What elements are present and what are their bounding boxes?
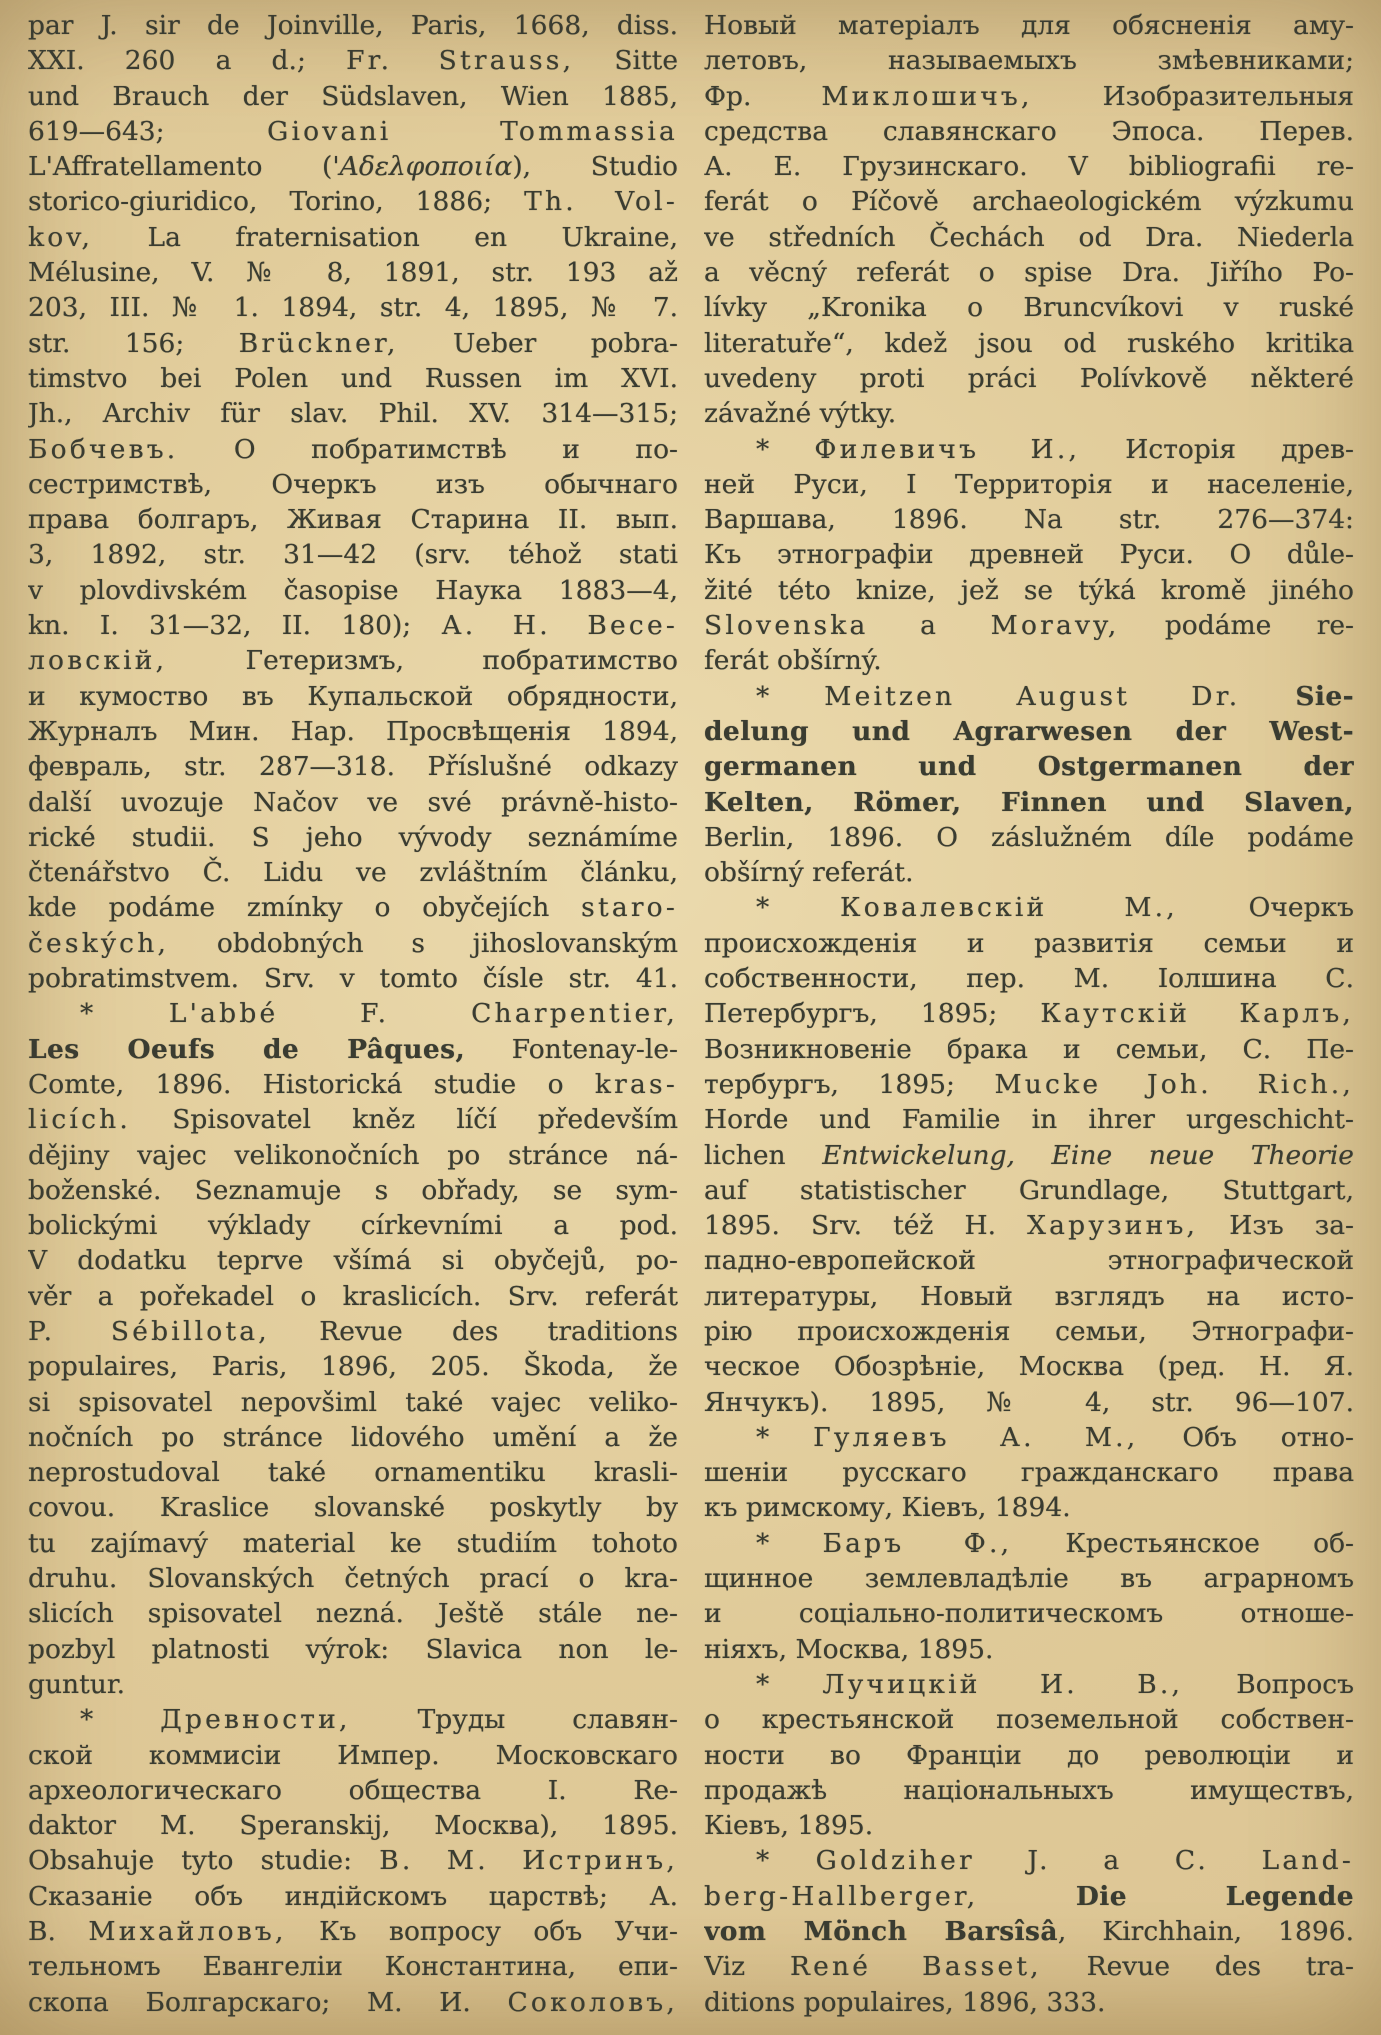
text-line [704,1702,1354,1737]
body-text: auf statistischer Grundlage, Stuttgart, [704,1174,1354,1206]
text-line [28,1632,678,1667]
letterspaced-name: Goldziher J. a C. Land- [815,1845,1354,1877]
text-line [28,749,678,784]
bold-title-text: germanen und Ostgermanen der [704,751,1354,783]
bold-title-text: vom Mönch Barsîsâ [704,1916,1058,1948]
body-text: Viz [704,1951,790,1983]
body-text: neprostudoval také ornamentiku krasli- [28,1457,678,1489]
body-text: pozbyl platnosti výrok: Slavica non le- [28,1633,678,1665]
text-line [704,608,1354,643]
body-text: * [756,1527,823,1559]
text-line [704,1985,1354,2020]
text-line [28,608,678,643]
text-line [28,573,678,608]
body-text: kde podáme zmínky o obyčejích [28,892,582,924]
text-line [28,1949,678,1984]
text-line [28,220,678,255]
text-line [28,1808,678,1843]
body-text: bolickými výklady církevními a pod. [28,1210,678,1242]
body-text: Петербургъ, 1895; [704,998,1041,1030]
text-line [704,502,1354,537]
text-line [704,43,1354,78]
letterspaced-name: Ковалевскій М., [840,892,1178,924]
letterspaced-name: Mucke Joh. Rich., [994,1068,1354,1100]
body-text: par J. sir de Joinville, Paris, 1668, diss. [28,10,678,41]
letterspaced-name: Харузинъ, [1027,1210,1199,1242]
body-text: a věcný referát o spise Dra. Jiřího Po- [704,257,1354,289]
text-line [704,255,1354,290]
body-text: шеніи русскаго гражданскаго права [704,1457,1354,1489]
text-line [704,961,1354,996]
text-line [28,43,678,78]
text-line [28,996,678,1031]
body-text: Sitte [574,45,678,77]
body-text [1240,681,1295,712]
body-text: Новый матеріалъ для обясненія аму- [704,10,1354,41]
body-text: žité této knize, jež se týká kromě jiného [704,574,1354,606]
text-line [28,1208,678,1243]
body-text: падно-европейской этнографической [704,1245,1354,1277]
body-text: Изобразительныя [1032,80,1354,112]
letterspaced-name: kras- [594,1068,678,1100]
body-text: v plovdivském časopise Наука 1883—4, [28,574,678,606]
body-text: * [80,1704,161,1736]
body-text: La fraternisation en Ukraine, [93,221,678,253]
body-text: L'Affratellamento ( [28,151,333,183]
body-text: рію происхожденія семьи, Этнографи- [704,1315,1354,1347]
text-line [28,855,678,890]
text-line [704,714,1354,749]
body-text: und Brauch der Südslaven, Wien 1885, [28,80,678,112]
text-line [704,1596,1354,1631]
bold-title-text: Kelten, Römer, Finnen und Slaven, [704,786,1354,818]
body-text: ніяхъ, Москва, 1895. [704,1633,994,1665]
text-line [704,643,1354,678]
bold-title-text: Sie- [1295,680,1354,712]
body-text: boženské. Seznamuje s obřady, se sym- [28,1174,678,1206]
text-line [704,1138,1354,1173]
text-line [28,1102,678,1137]
body-text: uvedeny proti práci Polívkově některé [704,362,1354,394]
body-text: скопа Болгарскаго; М. И. [28,1986,508,2018]
text-line [704,1173,1354,1208]
body-text: о крестьянской поземельной собствен- [704,1704,1354,1736]
body-text: Фр. [704,80,822,112]
text-line [704,1067,1354,1102]
body-text: и кумоство въ Купальской обрядности, [28,680,678,712]
text-line [704,1738,1354,1773]
text-line [704,749,1354,784]
text-line [28,1985,678,2020]
text-line [704,1208,1354,1243]
body-text: ferát o Píčově archaeologickém výzkumu [704,186,1354,218]
letterspaced-name: Slovenska a Moravy, [704,610,1120,642]
text-line [28,1420,678,1455]
text-line [704,1773,1354,1808]
left-column [28,8,678,2020]
text-line [28,1843,678,1878]
letterspaced-name: berg-Hallberger, [704,1880,979,1912]
body-text: dějiny vajec velikonočních po stránce ná- [28,1139,678,1171]
body-text: 619—643; [28,115,268,147]
body-text: storico-giuridico, Torino, 1886; [28,186,525,218]
letterspaced-name: В. М. Истринъ, [379,1845,678,1877]
body-text: Ueber pobra- [398,327,678,359]
body-text: slicích spisovatel nezná. Ještě stále ne- [28,1598,678,1630]
body-text: str. 156; [28,327,239,359]
body-text: Mélusine, V. № 8, 1891, str. 193 až [28,257,678,289]
body-text: Revue des tra- [1041,1951,1354,1983]
body-text: средства славянскаго Эпоса. Перев. [704,115,1354,147]
letterspaced-name: А. Н. Весе- [441,610,678,642]
text-line [28,1667,678,1702]
text-line [28,1349,678,1384]
text-line [28,1385,678,1420]
body-text: А. Е. Грузинскаго. V bibliografii re- [704,151,1354,183]
body-text: ditions populaires, 1896, 333. [704,1986,1106,2018]
text-line [704,1561,1354,1596]
letterspaced-name: Каутскій Карлъ, [1040,998,1354,1030]
body-text: В. [28,1916,89,1948]
text-line [28,290,678,325]
text-line [704,1455,1354,1490]
text-line [704,1490,1354,1525]
text-line [704,926,1354,961]
body-text: О побратимствѣ и по- [178,433,678,465]
text-line [704,890,1354,925]
text-line [28,1879,678,1914]
text-line [28,1279,678,1314]
body-text: тельномъ Евангеліи Константина, епи- [28,1951,678,1983]
text-line [28,537,678,572]
text-line [704,326,1354,361]
text-line [28,1702,678,1737]
body-text: timstvo bei Polen und Russen im XVI. [28,362,678,394]
text-line [28,79,678,114]
body-text: Сказаніе объ индійскомъ царствѣ; А. [28,1880,678,1912]
body-text: rické studii. S jeho vývody seznámíme [28,821,678,853]
text-line [704,1914,1354,1949]
letterspaced-name: Лучицкій И. В., [822,1668,1184,1700]
text-line [28,890,678,925]
body-text: , Kirchhain, 1896. [1057,1916,1354,1948]
body-text: Horde und Familie in ihrer urgeschicht- [704,1104,1354,1136]
body-text: Entwickelung, Eine neue Theorie [822,1139,1354,1171]
letterspaced-name: Гуляевъ А. М., [813,1421,1139,1453]
bold-title-text: Die Legende [1075,1880,1354,1912]
text-line [704,114,1354,149]
text-line [704,290,1354,325]
letterspaced-name: Meitzen August Dr. [824,680,1241,712]
right-column [704,8,1354,2020]
text-line [28,1173,678,1208]
body-text: и соціально-политическомъ отноше- [704,1598,1354,1630]
text-line [704,855,1354,890]
body-text: Журналъ Мин. Нар. Просвѣщенія 1894, [28,715,678,747]
body-text: populaires, Paris, 1896, 205. Škoda, že [28,1351,678,1383]
body-text: druhu. Slovanských četných prací o kra- [28,1563,678,1595]
letterspaced-name: Баръ Ф., [822,1527,1013,1559]
text-line [28,467,678,502]
body-text: * [756,1668,823,1700]
body-text: * [756,680,825,712]
body-text: věr a pořekadel o kraslicích. Srv. referát [28,1280,678,1312]
text-line [704,1102,1354,1137]
body-text: собственности, пер. М. Іолшина С. [704,963,1354,995]
body-text: 3, 1892, str. 31—42 (srv. téhož stati [28,539,678,571]
text-line [704,1667,1354,1702]
text-line [28,1914,678,1949]
text-line [28,1032,678,1067]
text-line [28,1561,678,1596]
text-line [28,432,678,467]
body-text: ской коммисіи Импер. Московскаго [28,1739,678,1771]
body-text: Очеркъ [1177,892,1354,924]
body-text [978,1881,1075,1912]
body-text: Возникновеніе брака и семьи, С. Пе- [704,1033,1354,1065]
letterspaced-name: Миклошичъ, [821,80,1033,112]
body-text: si spisovatel nepovšiml také vajec veliko- [28,1386,678,1418]
body-text: závažné výtky. [704,398,897,430]
body-text: тербургъ, 1895; [704,1068,995,1100]
letterspaced-name: Филевичъ И., [814,433,1081,465]
bold-title-text: delung und Agrarwesen der West- [704,715,1354,747]
text-line [28,1773,678,1808]
body-text: щинное землевладѣліе въ аграрномъ [704,1563,1354,1595]
body-text: Berlin, 1896. O záslužném díle podáme [704,821,1354,853]
text-line [704,1279,1354,1314]
text-line [28,820,678,855]
body-text: Вопросъ [1183,1668,1354,1700]
text-line [704,1349,1354,1384]
body-text: literatuře“, kdež jsou od ruského kritika [704,327,1354,359]
body-text: 1895. Srv. též Н. [704,1210,1028,1242]
body-text: къ римскому, Кіевъ, 1894. [704,1492,1071,1524]
text-line [704,184,1354,219]
text-line [28,114,678,149]
body-text: lichen [704,1139,823,1171]
body-text: Spisovatel kněz líčí především [131,1104,678,1136]
letterspaced-name: staro- [581,892,678,924]
body-text: права болгаръ, Живая Старина II. вып. [28,504,678,536]
letterspaced-name: českých, [28,927,170,959]
text-line [704,1632,1354,1667]
text-columns [28,8,1381,2020]
body-text: tu zajímavý material ke studiím tohoto [28,1527,678,1559]
body-text: Jh., Archiv für slav. Phil. XV. 314—315; [28,398,678,430]
letterspaced-name: Th. Vol- [524,186,678,218]
letterspaced-name: Brückner, [238,327,399,359]
body-text: 'Αδελφοποιία [332,151,513,183]
body-text: ческое Обозрѣніе, Москва (ред. Н. Я. [704,1351,1354,1383]
body-text: * [756,1421,814,1453]
text-line [28,961,678,996]
body-text: guntur. [28,1668,125,1700]
body-text: 203, III. № 1. 1894, str. 4, 1895, № 7. [28,292,678,324]
text-line [704,1879,1354,1914]
body-text: Revue des traditions [269,1315,678,1347]
text-line [704,1526,1354,1561]
text-line [704,149,1354,184]
text-line [28,1738,678,1773]
text-line [704,573,1354,608]
body-text: ней Руси, I Территорія и населеніе, [704,468,1354,500]
body-text: pobratimstvem. Srv. v tomto čísle str. 41. [28,963,678,995]
text-line [704,1420,1354,1455]
text-line [28,785,678,820]
body-text: археологическаго общества I. Re- [28,1774,678,1806]
body-text: * [756,433,815,465]
body-text: сестримствѣ, Очеркъ изъ обычнаго [28,468,678,500]
body-text: Къ этнографіи древней Руси. O důle- [704,539,1354,571]
text-line [704,1314,1354,1349]
text-line [704,996,1354,1031]
body-text: podáme re- [1119,610,1354,642]
text-line [28,149,678,184]
text-line [704,537,1354,572]
text-line [28,714,678,749]
body-text: ferát obšírný. [704,645,882,677]
body-text: další uvozuje Načov ve své právně-histo- [28,786,678,818]
text-line [28,1596,678,1631]
text-line [704,361,1354,396]
text-line [28,184,678,219]
body-text: Кіевъ, 1895. [704,1810,874,1842]
letterspaced-name: René Basset, [789,1951,1042,1983]
body-text: daktor M. Speranskij, Москва), 1895. [28,1810,678,1842]
text-line [28,326,678,361]
text-line [28,1243,678,1278]
body-text: февраль, str. 287—318. Příslušné odkazy [28,751,678,783]
body-text: Исторія древ- [1080,433,1354,465]
text-line [28,255,678,290]
text-line [704,820,1354,855]
letterspaced-name: Михайловъ, [88,1916,287,1948]
text-line [704,1843,1354,1878]
body-text: Варшава, 1896. Na str. 276—374: [704,504,1354,536]
text-line [28,1455,678,1490]
letterspaced-name: P. Sébillota, [28,1315,270,1347]
text-line [704,1032,1354,1067]
body-text: * [756,892,841,924]
text-line [28,1067,678,1102]
body-text: Къ вопросу объ Учи- [286,1916,678,1948]
text-line [28,926,678,961]
text-line [704,785,1354,820]
body-text: летовъ, называемыхъ змѣевниками; [704,45,1354,77]
body-text: * [80,998,169,1030]
letterspaced-name: L'abbé F. Charpentier, [168,998,678,1030]
text-line [704,1949,1354,1984]
body-text: kn. I. 31—32, II. 180); [28,610,442,642]
text-line [704,79,1354,114]
body-text: obdobných s jihoslovanským [169,927,678,959]
body-text: nočních po stránce lidového umění a že [28,1421,678,1453]
body-text: ve středních Čechách od Dra. Niederla [704,221,1354,253]
letterspaced-name: licích. [28,1104,131,1136]
text-line [28,8,678,43]
letterspaced-name: Бобчевъ. [28,433,179,465]
body-text: XXI. 260 a d.; [28,45,347,77]
body-text: lívky „Kronika o Bruncvíkovi v ruské [704,292,1354,324]
text-line [704,1243,1354,1278]
letterspaced-name: kov, [28,221,94,253]
body-text: ности во Франціи до революціи и [704,1739,1354,1771]
text-line [28,502,678,537]
text-line [704,679,1354,714]
text-line [704,1385,1354,1420]
body-text: Изъ за- [1198,1210,1354,1242]
body-text: происхожденія и развитія семьи и [704,927,1354,959]
text-line [704,8,1354,43]
text-line [704,220,1354,255]
letterspaced-name: Giovani Tommassia [267,115,678,147]
text-line [704,1808,1354,1843]
text-line [28,1314,678,1349]
text-line [28,1490,678,1525]
letterspaced-name: Древности, [160,1704,351,1736]
text-line [704,396,1354,431]
body-text: čtenářstvo Č. Lidu ve zvláštním článku, [28,857,678,889]
body-text: covou. Kraslice slovanské poskytly by [28,1492,678,1524]
text-line [28,679,678,714]
body-text: Крестьянское об- [1012,1527,1354,1559]
body-text: ), Studio [512,151,678,183]
body-text: Объ отно- [1138,1421,1354,1453]
body-text: Fontenay-le- [465,1033,678,1065]
letterspaced-name: ловскій, [28,645,168,677]
text-line [28,361,678,396]
body-text: продажѣ національныхъ имуществъ, [704,1774,1354,1806]
body-text: Гетеризмъ, побратимство [167,645,678,677]
body-text: Янчукъ). 1895, № 4, str. 96—107. [704,1386,1354,1418]
body-text: Obsahuje tyto studie: [28,1845,380,1877]
bold-title-text: Les Oeufs de Pâques, [28,1033,466,1065]
text-line [704,467,1354,502]
text-line [704,432,1354,467]
body-text: Труды славян- [350,1704,678,1736]
body-text: * [756,1845,816,1877]
text-line [28,396,678,431]
text-line [28,1138,678,1173]
body-text: V dodatku teprve všímá si obyčejů, po- [28,1245,678,1277]
body-text: литературы, Новый взглядъ на исто- [704,1280,1354,1312]
body-text: Comte, 1896. Historická studie o [28,1068,595,1100]
body-text: obšírný referát. [704,857,914,889]
text-line [28,643,678,678]
letterspaced-name: Соколовъ, [507,1986,678,2018]
letterspaced-name: Fr. Strauss, [346,45,575,77]
text-line [28,1526,678,1561]
